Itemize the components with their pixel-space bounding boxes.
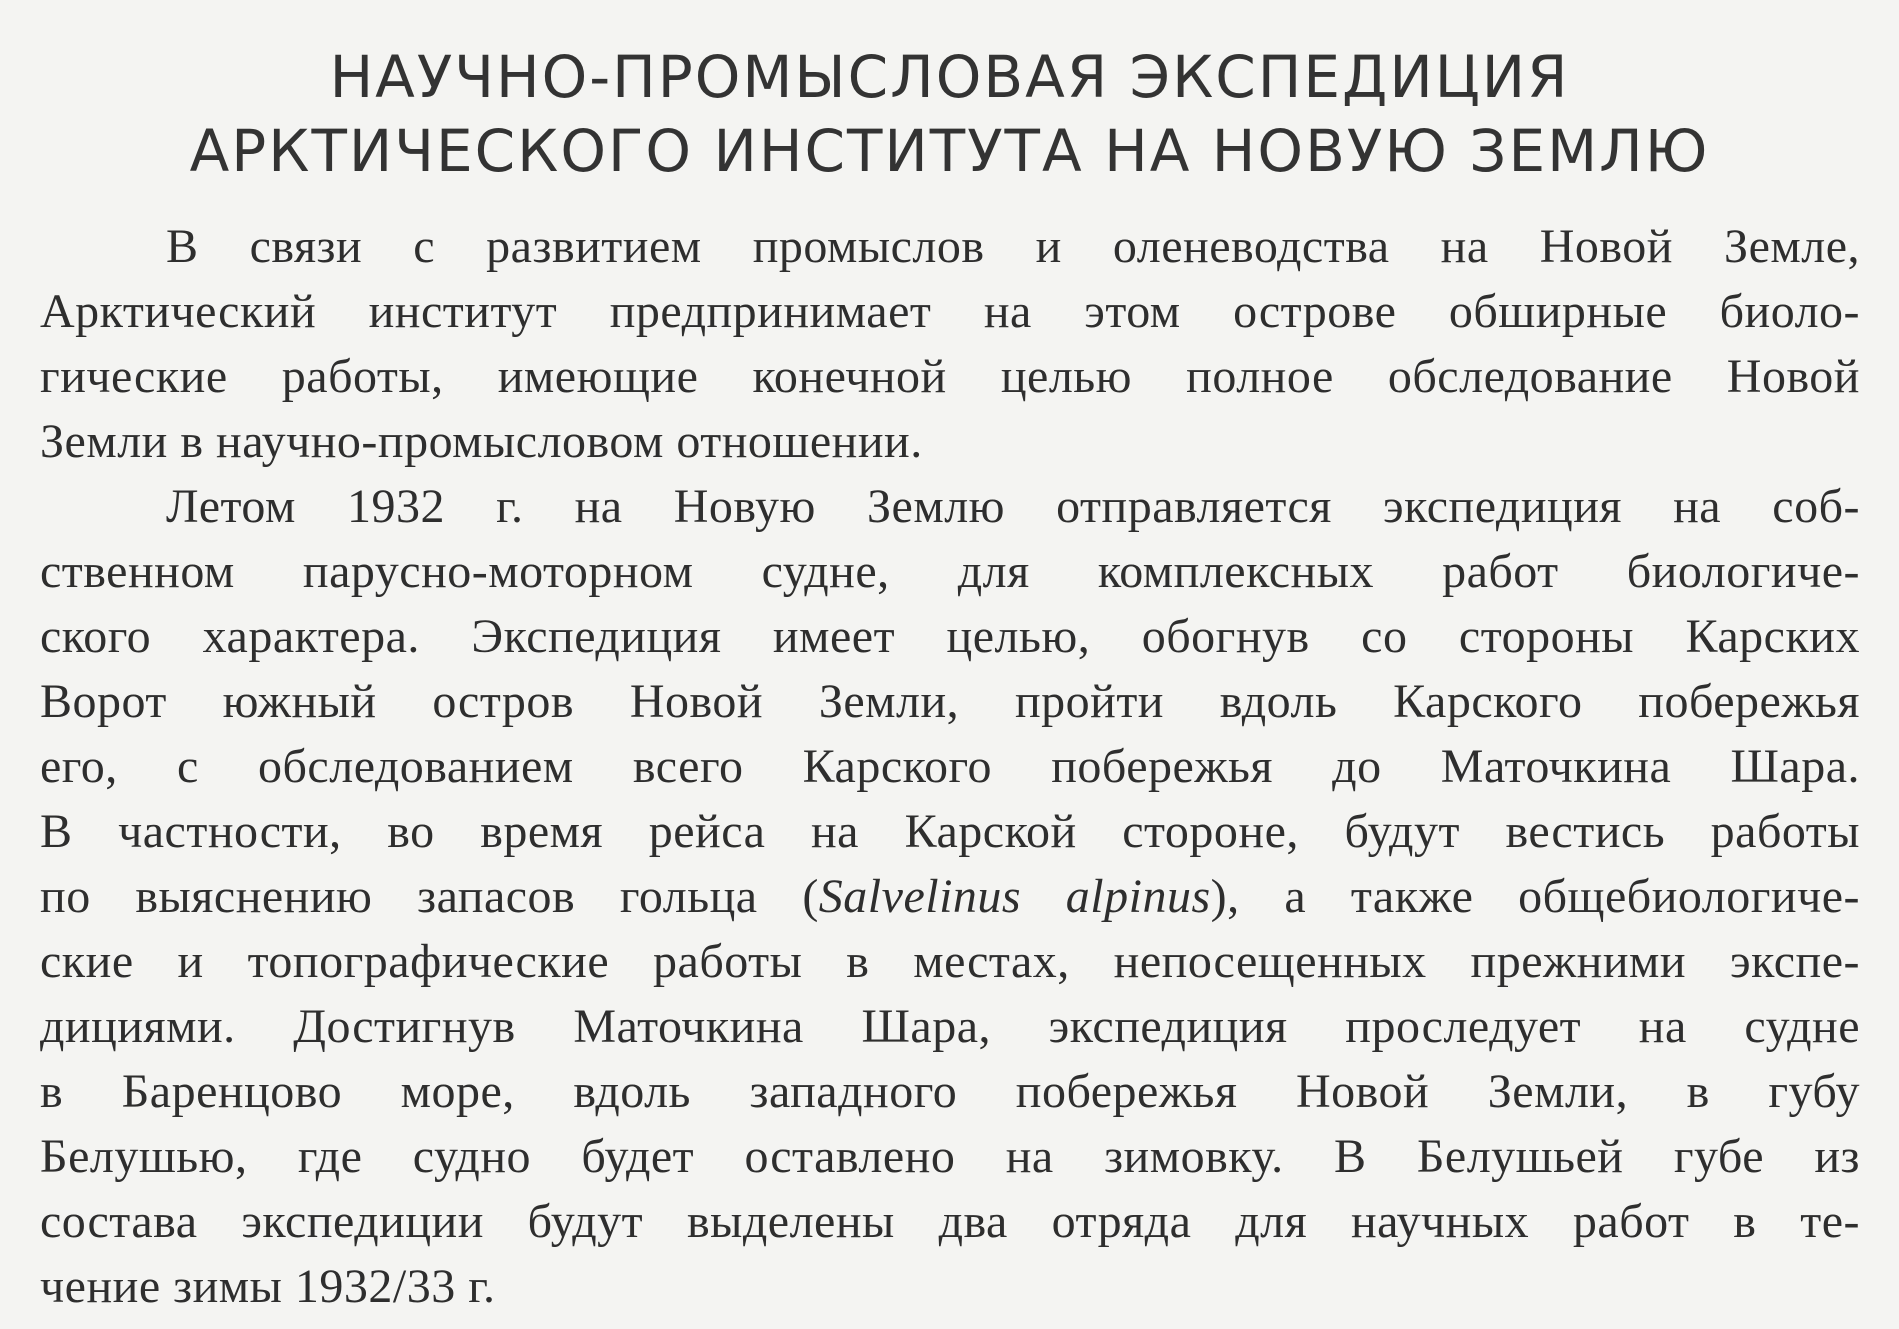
text-line: Белушью, где судно будет оставлено на зимовку. В Белушьей губе из xyxy=(40,1130,1860,1183)
text-line: его, с обследованием всего Карского побережья до Маточкина Шара. xyxy=(40,740,1860,793)
text-line: чение зимы 1932/33 г. xyxy=(40,1260,496,1313)
text-line: В частности, во время рейса на Карской стороне, будут вестись работы xyxy=(40,805,1860,858)
article-body xyxy=(40,214,1860,1319)
text-line: дициями. Достигнув Маточкина Шара, экспедиция проследует на судне xyxy=(40,1000,1860,1053)
text-line: ственном парусно-моторном судне, для комплексных работ биологиче- xyxy=(40,545,1860,598)
text-line: Земли в научно-промысловом отношении. xyxy=(40,415,923,468)
paragraph-2 xyxy=(40,474,1860,1319)
text-line: Летом 1932 г. на Новую Землю отправляется экспедиция на соб- xyxy=(166,480,1860,533)
text-line: ского характера. Экспедиция имеет целью, обогнув со стороны Карских xyxy=(40,610,1860,663)
paragraph-1 xyxy=(40,214,1860,474)
text-line-with-italic xyxy=(40,864,1860,929)
text-fragment: ), а также общебиологиче- xyxy=(1210,870,1860,923)
text-line: Арктический институт предпринимает на этом острове обширные биоло- xyxy=(40,285,1860,338)
text-fragment: по выяснению запасов гольца ( xyxy=(40,870,819,923)
text-line: в Баренцово море, вдоль западного побережья Новой Земли, в губу xyxy=(40,1065,1860,1118)
article-title xyxy=(0,40,1899,188)
text-line: Ворот южный остров Новой Земли, пройти вдоль Карского побережья xyxy=(40,675,1860,728)
species-name: Salvelinus alpinus xyxy=(818,870,1211,923)
text-line: ские и топографические работы в местах, непосещенных прежними экспе- xyxy=(40,935,1860,988)
text-line: гические работы, имеющие конечной целью полное обследование Новой xyxy=(40,350,1860,403)
text-line: В связи с развитием промыслов и оленеводства на Новой Земле, xyxy=(166,220,1860,273)
text-line: состава экспедиции будут выделены два отряда для научных работ в те- xyxy=(40,1195,1860,1248)
title-line-2: АРКТИЧЕСКОГО ИНСТИТУТА НА НОВУЮ ЗЕМЛЮ xyxy=(189,117,1710,185)
title-line-1: НАУЧНО-ПРОМЫСЛОВАЯ ЭКСПЕДИЦИЯ xyxy=(329,43,1570,111)
